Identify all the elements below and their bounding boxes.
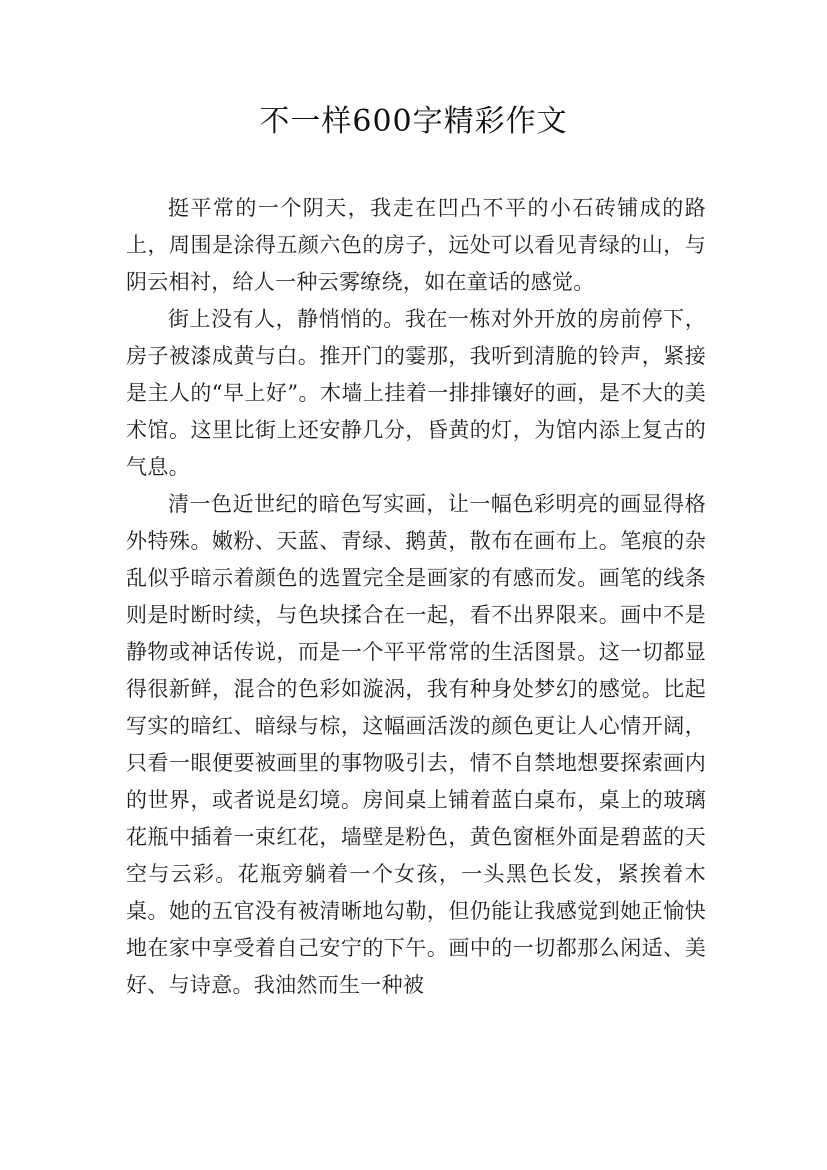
paragraph-1: 挺平常的一个阴天，我走在凹凸不平的小石砖铺成的路上，周围是涂得五颜六色的房子，远处可以看见青绿的山，与阴云相衬，给人一种云雾缭绕，如在童话的感觉。 [126, 196, 706, 294]
paragraph-2: 街上没有人，静悄悄的。我在一栋对外开放的房前停下，房子被漆成黄与白。推开门的霎那，我听到清脆的铃声，紧接是主人的“早上好”。木墙上挂着一排排镶好的画，是不大的美术馆。这里比街上还安静几分，昏黄的灯，为馆内添上复古的气息。 [126, 307, 706, 479]
document-title: 不一样600字精彩作文 [259, 104, 568, 139]
paragraph-3: 清一色近世纪的暗色写实画，让一幅色彩明亮的画显得格外特殊。嫩粉、天蓝、青绿、鹅黄，散布在画布上。笔痕的杂乱似乎暗示着颜色的选置完全是画家的有感而发。画笔的线条则是时断时续，与色块揉合在一起，看不出界限来。画中不是静物或神话传说，而是一个平平常常的生活图景。这一切都显得很新鲜，混合的色彩如漩涡，我有种身处梦幻的感觉。比起写实的暗红、暗绿与棕，这幅画活泼的颜色更让人心情开阔，只看一眼便要被画里的事物吸引去，情不自禁地想要探索画内的世界，或者说是幻境。房间桌上铺着蓝白桌布，桌上的玻璃花瓶中插着一束红花，墙壁是粉色，黄色窗框外面是碧蓝的天空与云彩。花瓶旁躺着一个女孩，一头黑色长发，紧挨着木桌。她的五官没有被清晰地勾勒，但仍能让我感觉到她正愉快地在家中享受着自己安宁的下午。画中的一切都那么闲适、美好、与诗意。我油然而生一种被 [126, 492, 706, 997]
document-body [126, 190, 706, 1004]
